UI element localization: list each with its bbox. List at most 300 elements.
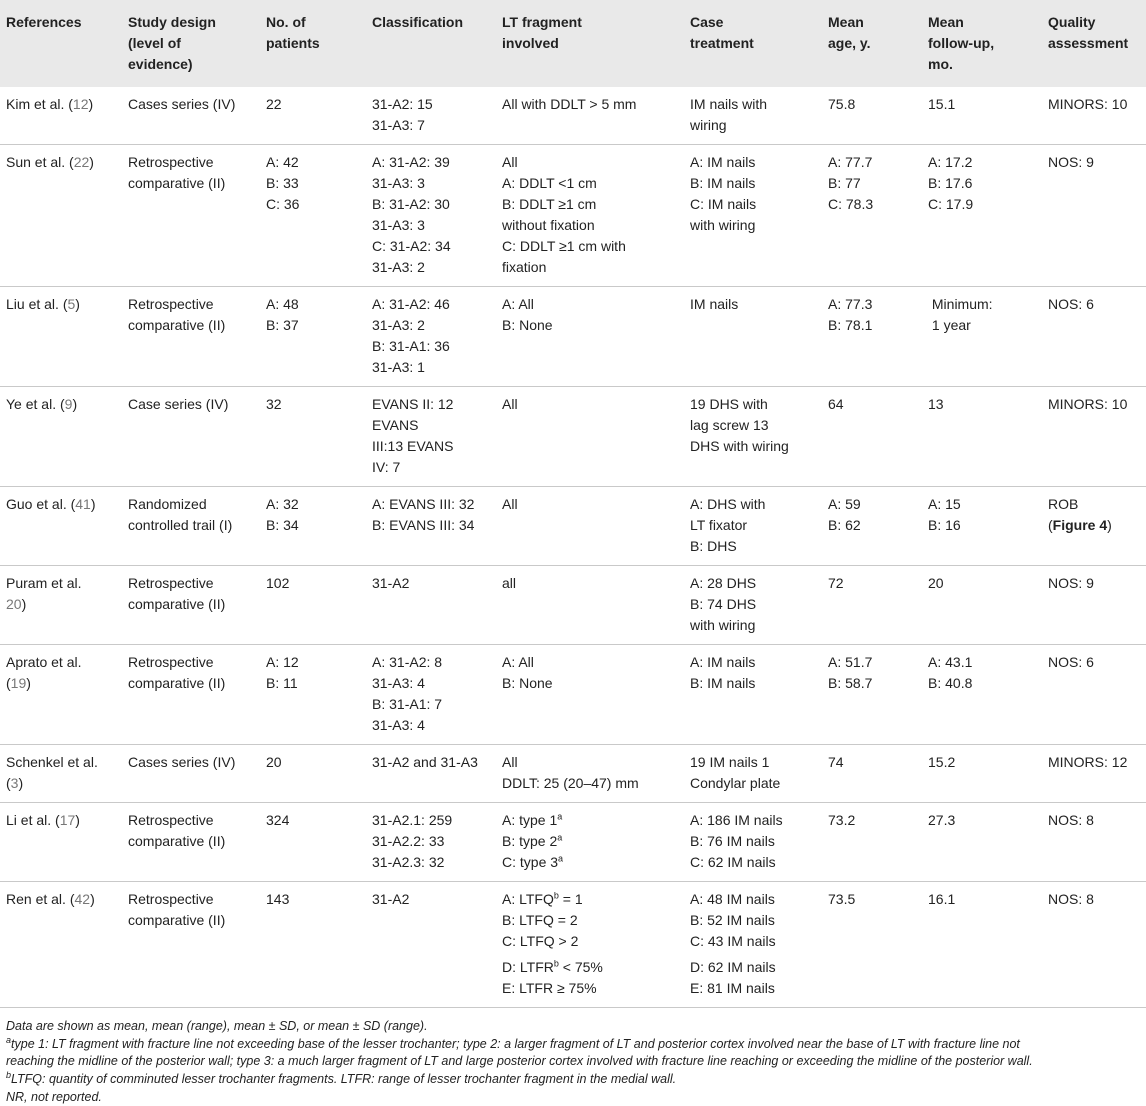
reference-text: ) xyxy=(90,891,95,907)
design-line: Retrospective xyxy=(128,575,214,591)
followup-line: B: 17.6 xyxy=(928,175,973,191)
patients-line: 324 xyxy=(266,812,290,828)
cell-patients xyxy=(260,87,366,145)
patients-line: 22 xyxy=(266,96,282,112)
table-row xyxy=(0,145,1146,287)
cell-patients xyxy=(260,387,366,487)
footnote-a xyxy=(6,1036,1140,1070)
classification-line: 31-A3: 4 xyxy=(372,717,425,733)
reference-line xyxy=(6,652,116,673)
reference-link: 9 xyxy=(64,396,73,412)
followup-line: Minimum: xyxy=(928,296,993,312)
reference-text: Schenkel et al. xyxy=(6,754,98,770)
classification-line: 31-A2 and 31-A3 xyxy=(372,754,478,770)
reference-text: Guo et al. ( xyxy=(6,496,76,512)
reference-text: Kim et al. ( xyxy=(6,96,73,112)
header-followup-line: Mean xyxy=(928,14,964,30)
header-lt-fragment xyxy=(496,0,684,87)
lt-fragment-line xyxy=(502,931,678,952)
design-line: Retrospective xyxy=(128,891,214,907)
cell-lt-fragment xyxy=(496,745,684,803)
header-quality xyxy=(1042,0,1146,87)
classification-line: C: 31-A2: 34 xyxy=(372,238,451,254)
patients-line: A: 42 xyxy=(266,154,299,170)
cell-age xyxy=(822,387,922,487)
cell-followup xyxy=(922,145,1042,287)
cell-quality xyxy=(1042,387,1146,487)
header-study-design xyxy=(122,0,260,87)
treatment-line: Condylar plate xyxy=(690,775,781,791)
cell-classification xyxy=(366,387,496,487)
lt-fragment-line: All xyxy=(502,496,518,512)
quality-line: MINORS: 10 xyxy=(1048,396,1128,412)
nr-note: NR, not reported. xyxy=(6,1090,102,1104)
lt-fragment-line: All xyxy=(502,754,518,770)
header-study-design-line: (level of xyxy=(128,35,181,51)
cell-treatment xyxy=(684,87,822,145)
followup-line: B: 40.8 xyxy=(928,675,973,691)
cell-quality xyxy=(1042,87,1146,145)
design-line: comparative (II) xyxy=(128,317,226,333)
cell-reference xyxy=(0,87,122,145)
header-study-design-line: evidence) xyxy=(128,56,193,72)
cell-followup xyxy=(922,287,1042,387)
followup-line: 16.1 xyxy=(928,891,956,907)
treatment-line: LT fixator xyxy=(690,517,748,533)
cell-lt-fragment xyxy=(496,487,684,566)
age-line: A: 59 xyxy=(828,496,861,512)
patients-line: A: 48 xyxy=(266,296,299,312)
followup-line: 15.1 xyxy=(928,96,956,112)
table-row xyxy=(0,487,1146,566)
treatment-line: A: DHS with xyxy=(690,496,766,512)
cell-treatment xyxy=(684,145,822,287)
cell-treatment xyxy=(684,882,822,1008)
lt-fragment-line: All xyxy=(502,396,518,412)
reference-text: ) xyxy=(21,596,27,612)
footnote-a-line-1: type 1: LT fragment with fracture line not exceeding base of the lesser trochanter; type 2: a larger fragment of LT and posterior cortex involved near the base of LT with fracture line not xyxy=(11,1037,1020,1051)
reference-text: Sun et al. ( xyxy=(6,154,74,170)
followup-line: 27.3 xyxy=(928,812,956,828)
design-line: comparative (II) xyxy=(128,912,226,928)
cell-followup xyxy=(922,87,1042,145)
reference-text: ) xyxy=(89,154,94,170)
header-followup-line: follow-up, xyxy=(928,35,995,51)
cell-lt-fragment xyxy=(496,645,684,745)
reference-link: 20 xyxy=(6,596,22,612)
quality-line: NOS: 8 xyxy=(1048,891,1094,907)
cell-quality xyxy=(1042,745,1146,803)
cell-followup xyxy=(922,387,1042,487)
reference-line xyxy=(6,673,116,694)
cell-quality xyxy=(1042,287,1146,387)
cell-treatment xyxy=(684,487,822,566)
table-body xyxy=(0,87,1146,1008)
lt-fragment-footnote-mark: b xyxy=(553,958,559,969)
treatment-line: A: 28 DHS xyxy=(690,575,757,591)
reference-text: ) xyxy=(88,96,94,112)
header-treatment-line: treatment xyxy=(690,35,754,51)
cell-design xyxy=(122,87,260,145)
header-classification xyxy=(366,0,496,87)
design-line: Retrospective xyxy=(128,654,214,670)
footnote-b-text: LTFQ: quantity of comminuted lesser trochanter fragments. LTFR: range of lesser trochanter fragment in the medial wall. xyxy=(11,1072,677,1086)
lt-fragment-footnote-mark: a xyxy=(558,853,564,864)
lt-fragment-line: B: None xyxy=(502,675,553,691)
header-patients-line: No. of xyxy=(266,14,306,30)
lt-fragment-line xyxy=(502,831,678,852)
design-line: Retrospective xyxy=(128,812,214,828)
quality-paren: ( xyxy=(1048,517,1053,533)
lt-fragment-line: all xyxy=(502,575,517,591)
cell-followup xyxy=(922,566,1042,645)
cell-age xyxy=(822,645,922,745)
reference-line xyxy=(6,294,116,315)
followup-line: A: 17.2 xyxy=(928,154,973,170)
treatment-line: D: 62 IM nails xyxy=(690,959,776,975)
reference-line xyxy=(6,94,116,115)
cell-patients xyxy=(260,145,366,287)
cell-design xyxy=(122,882,260,1008)
quality-line: NOS: 8 xyxy=(1048,812,1094,828)
reference-text: ) xyxy=(75,296,80,312)
header-treatment xyxy=(684,0,822,87)
cell-quality xyxy=(1042,803,1146,882)
cell-treatment xyxy=(684,803,822,882)
reference-line xyxy=(6,152,116,173)
followup-line: 13 xyxy=(928,396,944,412)
classification-line: 31-A2 xyxy=(372,891,410,907)
age-line: 64 xyxy=(828,396,844,412)
lt-fragment-line xyxy=(502,910,678,931)
lt-fragment-text: B: type 2 xyxy=(502,833,558,849)
patients-line: C: 36 xyxy=(266,196,300,212)
reference-line xyxy=(6,889,116,910)
table-row xyxy=(0,87,1146,145)
classification-line: III:13 EVANS xyxy=(372,438,454,454)
reference-link: 3 xyxy=(10,775,19,791)
lt-fragment-line: A: All xyxy=(502,654,534,670)
footnote-a-line-2: reaching the midline of the posterior wall; type 3: a much larger fragment of LT and large posterior cortex involved with fracture line reaching or exceeding the midline of the posterior wall. xyxy=(6,1054,1033,1068)
classification-line: 31-A2 xyxy=(372,575,410,591)
reference-line xyxy=(6,773,116,794)
classification-line: B: 31-A1: 7 xyxy=(372,696,443,712)
followup-line: 15.2 xyxy=(928,754,956,770)
quality-figure-ref xyxy=(1048,515,1140,536)
classification-line: 31-A3: 4 xyxy=(372,675,425,691)
cell-age xyxy=(822,803,922,882)
reference-text: Aprato et al. xyxy=(6,654,82,670)
design-line: Cases series (IV) xyxy=(128,96,236,112)
cell-lt-fragment xyxy=(496,87,684,145)
reference-link: 17 xyxy=(59,812,76,828)
lt-fragment-line: B: DDLT ≥1 cm xyxy=(502,196,597,212)
quality-line: NOS: 9 xyxy=(1048,154,1094,170)
reference-text: ) xyxy=(26,675,31,691)
cell-followup xyxy=(922,645,1042,745)
table-row xyxy=(0,645,1146,745)
reference-text: Ren et al. ( xyxy=(6,891,75,907)
lt-fragment-footnote-mark: a xyxy=(557,811,563,822)
patients-line: B: 37 xyxy=(266,317,299,333)
classification-line: A: EVANS III: 32 xyxy=(372,496,475,512)
treatment-line: IM nails with xyxy=(690,96,768,112)
cell-followup xyxy=(922,882,1042,1008)
reference-text: ) xyxy=(18,775,24,791)
treatment-line: C: IM nails xyxy=(690,196,757,212)
cell-reference xyxy=(0,745,122,803)
cell-age xyxy=(822,882,922,1008)
patients-line: A: 32 xyxy=(266,496,299,512)
cell-treatment xyxy=(684,745,822,803)
table-row xyxy=(0,803,1146,882)
cell-patients xyxy=(260,882,366,1008)
reference-text: Liu et al. ( xyxy=(6,296,68,312)
quality-line: MINORS: 12 xyxy=(1048,754,1128,770)
footnote-b-mark: b xyxy=(6,1069,12,1080)
cell-age xyxy=(822,745,922,803)
cell-followup xyxy=(922,745,1042,803)
cell-classification xyxy=(366,882,496,1008)
quality-line: ROB xyxy=(1048,496,1079,512)
lt-fragment-footnote-mark: b xyxy=(553,890,559,901)
cell-age xyxy=(822,487,922,566)
classification-line: B: 31-A2: 30 xyxy=(372,196,450,212)
cell-treatment xyxy=(684,566,822,645)
lt-fragment-line xyxy=(502,978,678,999)
age-line: C: 78.3 xyxy=(828,196,874,212)
lt-fragment-footnote-mark: a xyxy=(557,832,563,843)
treatment-line: E: 81 IM nails xyxy=(690,980,775,996)
cell-lt-fragment xyxy=(496,566,684,645)
cell-quality xyxy=(1042,645,1146,745)
table-row xyxy=(0,745,1146,803)
design-line: comparative (II) xyxy=(128,675,226,691)
cell-classification xyxy=(366,645,496,745)
classification-line: 31-A3: 3 xyxy=(372,175,425,191)
header-patients-line: patients xyxy=(266,35,320,51)
lt-fragment-line: All xyxy=(502,154,518,170)
treatment-line: lag screw 13 xyxy=(690,417,769,433)
treatment-line: 19 DHS with xyxy=(690,396,768,412)
cell-age xyxy=(822,145,922,287)
reference-text: ) xyxy=(90,496,96,512)
header-age xyxy=(822,0,922,87)
cell-reference xyxy=(0,645,122,745)
classification-line: 31-A3: 3 xyxy=(372,217,425,233)
cell-design xyxy=(122,487,260,566)
patients-line: A: 12 xyxy=(266,654,299,670)
cell-reference xyxy=(0,487,122,566)
cell-quality xyxy=(1042,882,1146,1008)
header-references xyxy=(0,0,122,87)
lt-fragment-text: A: LTFQ xyxy=(502,891,554,907)
lt-fragment-line: B: None xyxy=(502,317,553,333)
cell-classification xyxy=(366,287,496,387)
header-quality-line: Quality xyxy=(1048,14,1096,30)
cell-classification xyxy=(366,145,496,287)
header-quality-line: assessment xyxy=(1048,35,1129,51)
data-note: Data are shown as mean, mean (range), mean ± SD, or mean ± SD (range). xyxy=(6,1019,428,1033)
treatment-line: with wiring xyxy=(690,217,756,233)
header-lt-fragment-line: LT fragment xyxy=(502,14,582,30)
quality-paren: ) xyxy=(1107,517,1112,533)
design-line: controlled trail (I) xyxy=(128,517,233,533)
treatment-line: with wiring xyxy=(690,617,756,633)
lt-fragment-line: C: DDLT ≥1 cm with xyxy=(502,238,626,254)
cell-reference xyxy=(0,566,122,645)
reference-line xyxy=(6,394,116,415)
lt-fragment-text: C: LTFQ > 2 xyxy=(502,933,579,949)
reference-link: 42 xyxy=(74,891,91,907)
cell-design xyxy=(122,387,260,487)
cell-design xyxy=(122,287,260,387)
age-line: A: 77.7 xyxy=(828,154,873,170)
footnote-b xyxy=(6,1071,1140,1088)
reference-text: ) xyxy=(72,396,78,412)
cell-followup xyxy=(922,803,1042,882)
followup-line: A: 43.1 xyxy=(928,654,973,670)
header-age-line: age, y. xyxy=(828,35,871,51)
design-line: Retrospective xyxy=(128,296,214,312)
table-header xyxy=(0,0,1146,87)
header-references-line: References xyxy=(6,14,82,30)
lt-fragment-text: E: LTFR ≥ 75% xyxy=(502,980,597,996)
table-row xyxy=(0,387,1146,487)
patients-line: B: 11 xyxy=(266,675,298,691)
header-patients xyxy=(260,0,366,87)
cell-reference xyxy=(0,287,122,387)
design-line: comparative (II) xyxy=(128,833,226,849)
design-line: comparative (II) xyxy=(128,596,226,612)
reference-text: Ye et al. ( xyxy=(6,396,65,412)
cell-followup xyxy=(922,487,1042,566)
classification-line: 31-A3: 2 xyxy=(372,259,425,275)
reference-text: Puram et al. xyxy=(6,575,82,591)
classification-line: 31-A2.1: 259 xyxy=(372,812,453,828)
classification-line: 31-A2.3: 32 xyxy=(372,854,445,870)
lt-fragment-line: without fixation xyxy=(502,217,595,233)
header-treatment-line: Case xyxy=(690,14,724,30)
patients-line: 102 xyxy=(266,575,290,591)
cell-reference xyxy=(0,803,122,882)
patients-line: 32 xyxy=(266,396,282,412)
design-line: Case series (IV) xyxy=(128,396,229,412)
cell-treatment xyxy=(684,287,822,387)
lt-fragment-line: A: All xyxy=(502,296,534,312)
reference-line xyxy=(6,810,116,831)
lt-fragment-line xyxy=(502,852,678,873)
treatment-line: B: 52 IM nails xyxy=(690,912,775,928)
classification-line: 31-A3: 7 xyxy=(372,117,425,133)
reference-link: 12 xyxy=(72,96,89,112)
lt-fragment-line xyxy=(502,889,678,910)
reference-text: ( xyxy=(6,675,11,691)
header-followup-line: mo. xyxy=(928,56,953,72)
quality-line: NOS: 9 xyxy=(1048,575,1094,591)
cell-lt-fragment xyxy=(496,287,684,387)
classification-line: 31-A2.2: 33 xyxy=(372,833,445,849)
age-line: B: 62 xyxy=(828,517,861,533)
patients-line: 143 xyxy=(266,891,290,907)
lt-fragment-text: < 75% xyxy=(558,959,603,975)
followup-line: C: 17.9 xyxy=(928,196,974,212)
cell-design xyxy=(122,566,260,645)
treatment-line: C: 43 IM nails xyxy=(690,933,776,949)
lt-fragment-line: DDLT: 25 (20–47) mm xyxy=(502,775,639,791)
followup-line: B: 16 xyxy=(928,517,961,533)
reference-link: 41 xyxy=(75,496,91,512)
table-row xyxy=(0,566,1146,645)
treatment-line: C: 62 IM nails xyxy=(690,854,776,870)
cell-patients xyxy=(260,645,366,745)
cell-patients xyxy=(260,803,366,882)
classification-line: A: 31-A2: 39 xyxy=(372,154,450,170)
classification-line: EVANS II: 12 xyxy=(372,396,454,412)
lt-fragment-text: A: type 1 xyxy=(502,812,558,828)
cell-age xyxy=(822,287,922,387)
treatment-line: B: DHS xyxy=(690,538,737,554)
lt-fragment-line: A: DDLT <1 cm xyxy=(502,175,597,191)
reference-line xyxy=(6,594,116,615)
design-line: Retrospective xyxy=(128,154,214,170)
cell-lt-fragment xyxy=(496,803,684,882)
header-lt-fragment-line: involved xyxy=(502,35,559,51)
reference-line xyxy=(6,494,116,515)
lt-fragment-line xyxy=(502,957,678,978)
design-line: Cases series (IV) xyxy=(128,754,236,770)
cell-patients xyxy=(260,566,366,645)
age-line: A: 51.7 xyxy=(828,654,873,670)
cell-classification xyxy=(366,566,496,645)
followup-line: 1 year xyxy=(928,317,971,333)
age-line: B: 77 xyxy=(828,175,861,191)
treatment-line: A: 48 IM nails xyxy=(690,891,775,907)
classification-line: B: EVANS III: 34 xyxy=(372,517,475,533)
quality-line: NOS: 6 xyxy=(1048,654,1094,670)
age-line: A: 77.3 xyxy=(828,296,873,312)
quality-line: MINORS: 10 xyxy=(1048,96,1128,112)
reference-link: 22 xyxy=(73,154,90,170)
age-line: B: 58.7 xyxy=(828,675,873,691)
cell-treatment xyxy=(684,387,822,487)
quality-line: NOS: 6 xyxy=(1048,296,1094,312)
treatment-line: A: IM nails xyxy=(690,154,756,170)
treatment-line: B: IM nails xyxy=(690,175,756,191)
patients-line: 20 xyxy=(266,754,282,770)
classification-line: IV: 7 xyxy=(372,459,401,475)
cell-lt-fragment xyxy=(496,145,684,287)
cell-lt-fragment xyxy=(496,882,684,1008)
cell-age xyxy=(822,566,922,645)
reference-text: ) xyxy=(75,812,80,828)
treatment-line: DHS with wiring xyxy=(690,438,789,454)
reference-text: ( xyxy=(6,775,11,791)
followup-line: A: 15 xyxy=(928,496,961,512)
age-line: 74 xyxy=(828,754,844,770)
treatment-line: A: 186 IM nails xyxy=(690,812,783,828)
cell-design xyxy=(122,745,260,803)
age-line: 75.8 xyxy=(828,96,856,112)
classification-line: A: 31-A2: 46 xyxy=(372,296,450,312)
age-line: 73.5 xyxy=(828,891,856,907)
header-classification-line: Classification xyxy=(372,14,464,30)
patients-line: B: 33 xyxy=(266,175,299,191)
treatment-line: IM nails xyxy=(690,296,739,312)
treatment-line: wiring xyxy=(690,117,727,133)
cell-design xyxy=(122,145,260,287)
treatment-line: B: 76 IM nails xyxy=(690,833,775,849)
